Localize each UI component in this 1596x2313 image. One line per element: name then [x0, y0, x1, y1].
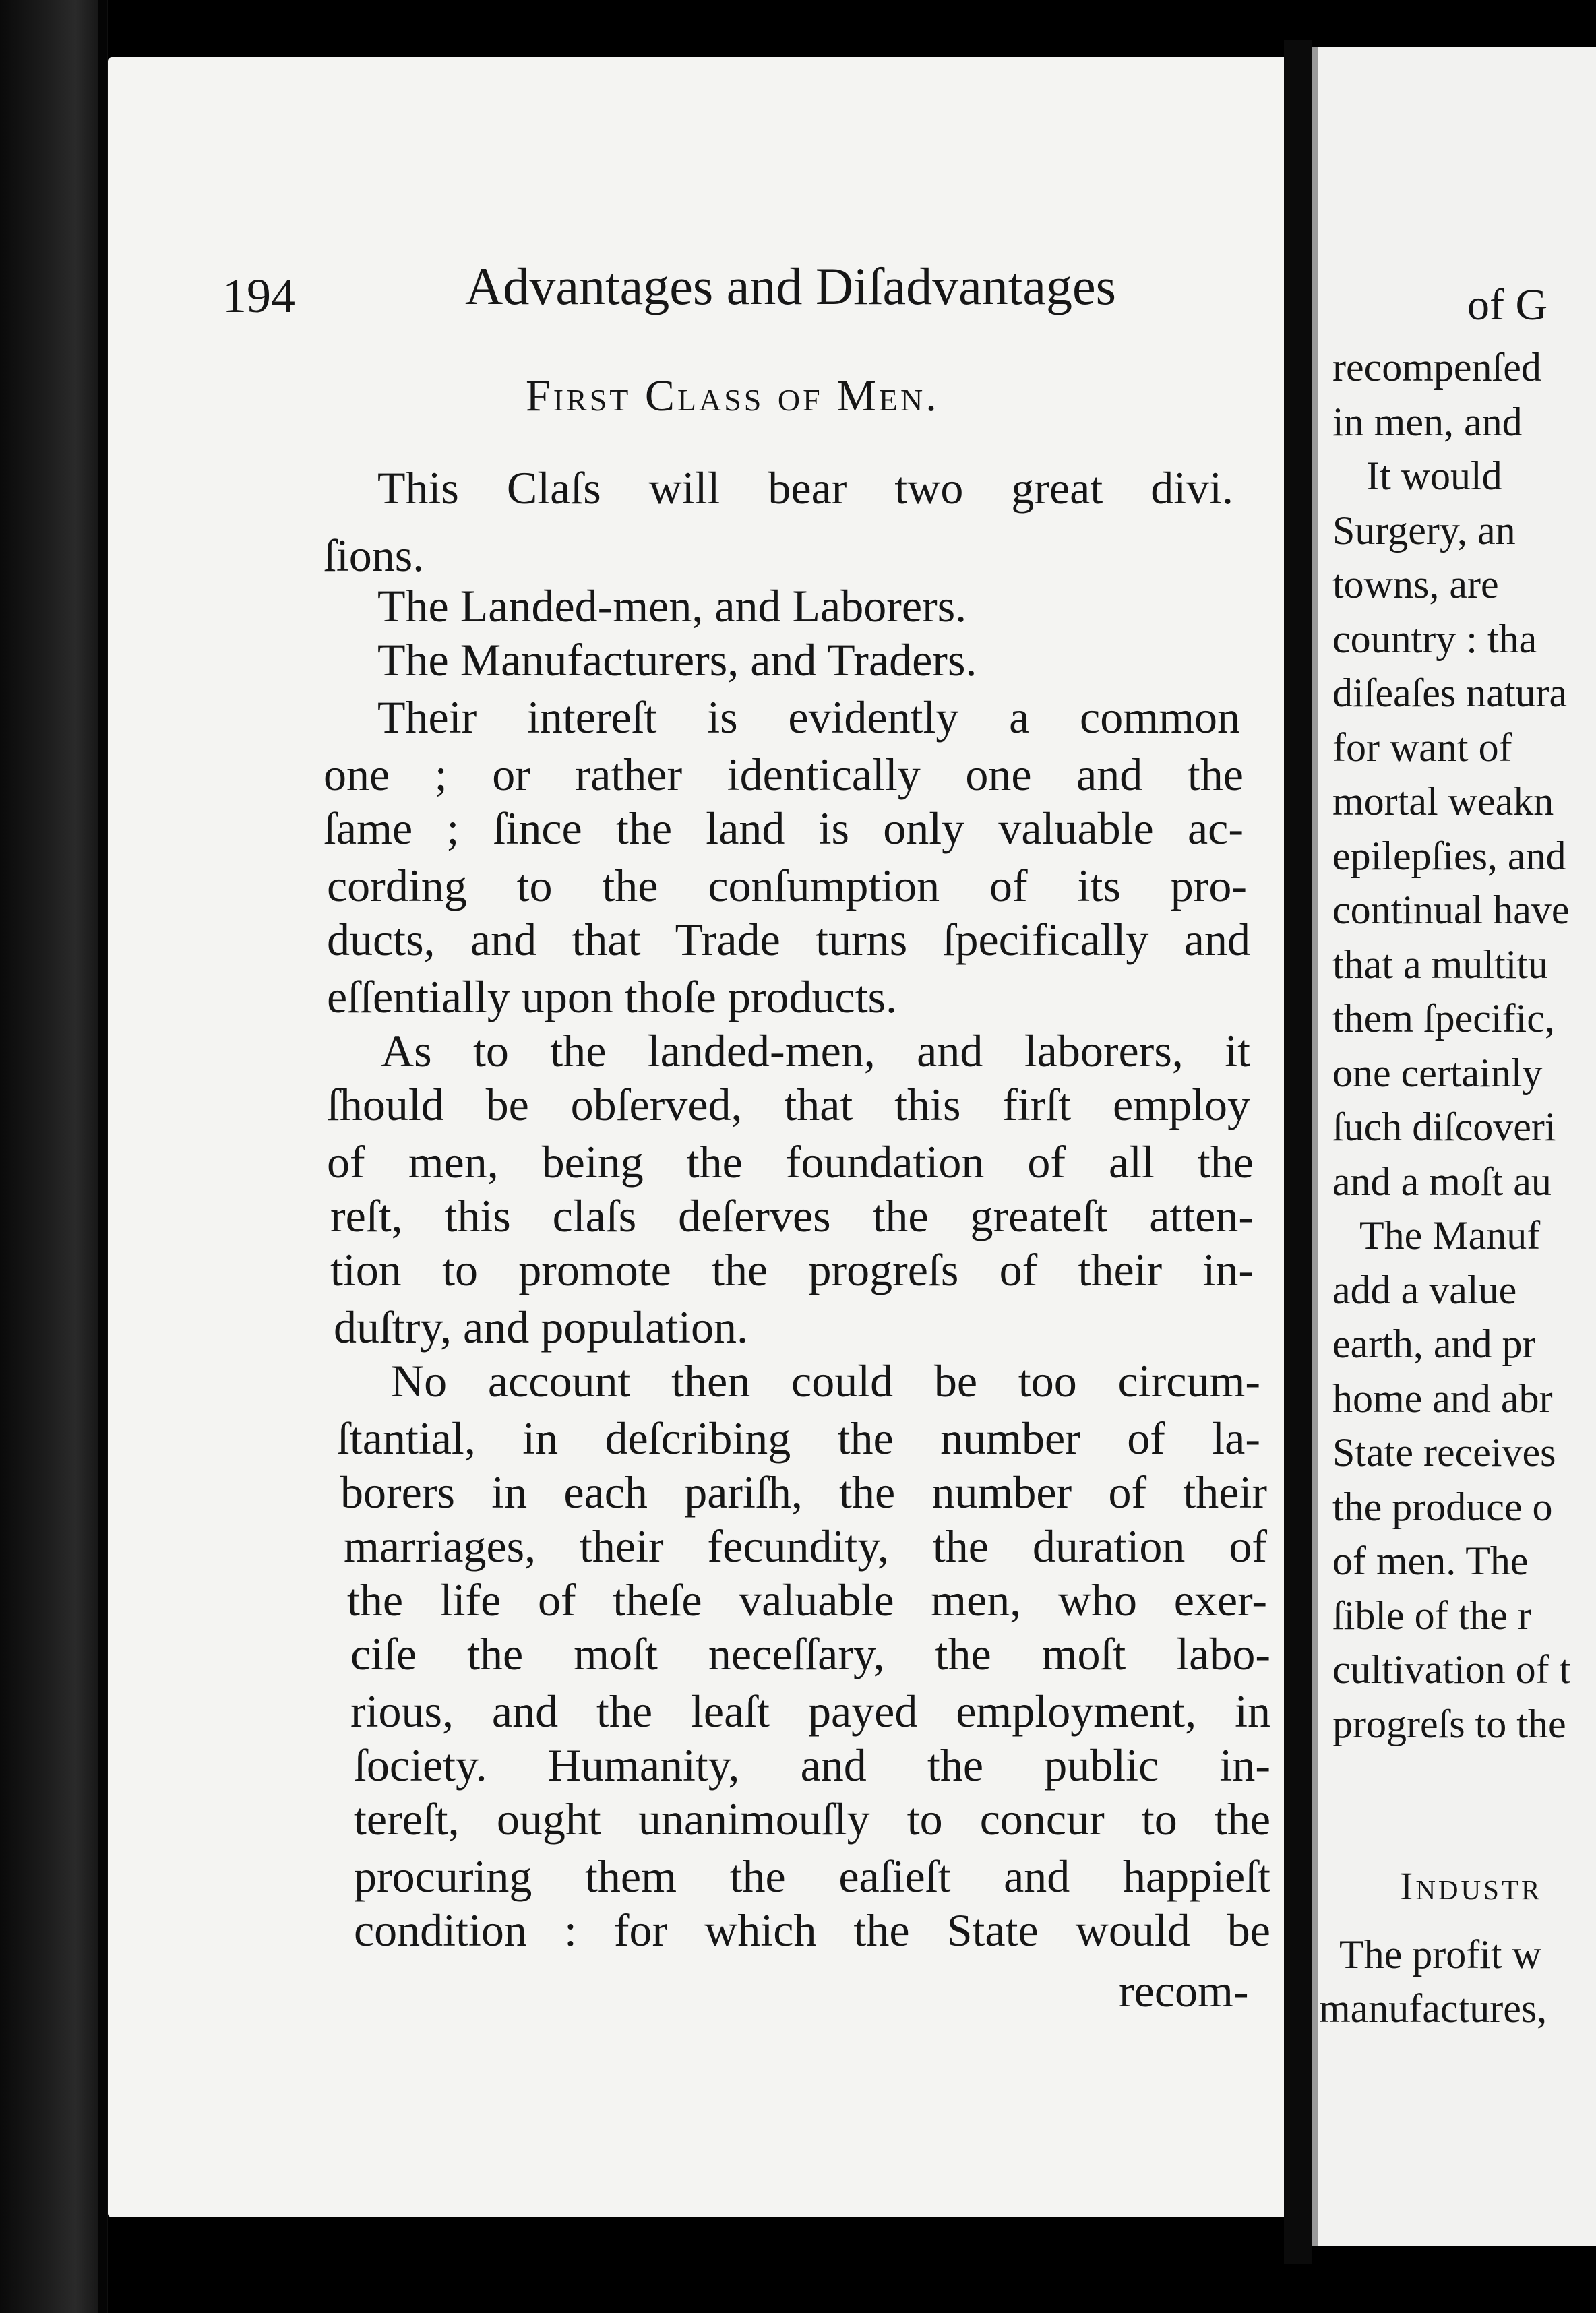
right-text-line: The profit w	[1339, 1932, 1541, 1977]
right-page	[1312, 47, 1596, 2246]
text-line: Their intereſt is evidently a common	[377, 691, 1240, 743]
text-line: This Claſs will bear two great divi.	[377, 462, 1233, 514]
page-gutter	[1284, 40, 1312, 2264]
right-text-line: them ſpecific,	[1332, 996, 1555, 1041]
text-line: procuring them the eaſieſt and happieſt	[354, 1851, 1270, 1902]
text-line: ſtantial, in deſcribing the number of la-	[337, 1413, 1260, 1464]
text-line: No account then could be too circum-	[391, 1355, 1260, 1407]
right-text-line: diſeaſes natura	[1332, 671, 1568, 715]
catchword: recom-	[1119, 1965, 1249, 2016]
text-line: condition : for which the State would be	[354, 1905, 1270, 1956]
right-text-line: one certainly	[1332, 1051, 1543, 1095]
page-number: 194	[222, 269, 295, 323]
right-text-line: towns, are	[1332, 562, 1499, 607]
binding-edge	[98, 0, 107, 2313]
right-text-line: State receives	[1332, 1430, 1556, 1475]
right-text-line: manufactures,	[1319, 1986, 1547, 2031]
text-line: of men, being the foundation of all the	[327, 1136, 1254, 1188]
text-line: rious, and the leaſt payed employment, in	[350, 1686, 1270, 1737]
text-line: marriages, their fecundity, the duration of	[344, 1520, 1267, 1572]
text-line: one ; or rather identically one and the	[324, 749, 1244, 800]
right-text-line: home and abr	[1332, 1376, 1553, 1421]
text-line: duſtry, and population.	[334, 1301, 749, 1353]
right-running-header: of G	[1467, 280, 1548, 330]
text-line: The Landed-men, and Laborers.	[377, 580, 967, 631]
section-title: First Class of Men.	[526, 371, 940, 421]
text-line: ducts, and that Trade turns ſpecifically and	[327, 914, 1250, 965]
book-binding	[0, 0, 108, 2313]
right-text-line: It would	[1366, 454, 1502, 498]
right-text-line: progreſs to the	[1332, 1702, 1566, 1746]
right-text-line: continual have	[1332, 888, 1570, 932]
right-text-line: Surgery, an	[1332, 508, 1516, 553]
text-line: eſſentially upon thoſe products.	[327, 971, 898, 1022]
right-text-line: epilepſies, and	[1332, 834, 1566, 878]
right-text-line: ſuch diſcoveri	[1332, 1105, 1556, 1149]
text-line: ſociety. Humanity, and the public in-	[354, 1739, 1270, 1791]
text-line: the life of theſe valuable men, who exer-	[347, 1574, 1267, 1626]
right-text-line: earth, and pr	[1332, 1322, 1536, 1366]
text-line: borers in each pariſh, the number of their	[340, 1467, 1267, 1518]
right-text-line: country : tha	[1332, 617, 1537, 661]
right-text-line: the produce o	[1332, 1485, 1553, 1529]
text-line: ſame ; ſince the land is only valuable ac-	[324, 803, 1244, 854]
right-text-line: cultivation of t	[1332, 1647, 1571, 1692]
right-text-line: recompenſed	[1332, 345, 1541, 390]
right-text-line: for want of	[1332, 725, 1512, 770]
right-page-edge	[1312, 47, 1318, 2246]
right-text-line: of men. The	[1332, 1539, 1529, 1583]
right-text-line: mortal weakn	[1332, 779, 1554, 824]
right-section-title: Industr	[1400, 1864, 1543, 1908]
text-line: tereſt, ought unanimouſly to concur to the	[354, 1793, 1270, 1845]
text-line: tion to promote the progreſs of their in-	[330, 1244, 1254, 1295]
text-line: cording to the conſumption of its pro-	[327, 860, 1247, 911]
right-text-line: that a multitu	[1332, 942, 1548, 987]
running-header: Advantages and Diſadvantages	[465, 257, 1117, 315]
right-text-line: ſible of the r	[1332, 1593, 1531, 1638]
text-line: reſt, this claſs deſerves the greateſt atten-	[330, 1190, 1254, 1241]
text-line: As to the landed-men, and laborers, it	[381, 1025, 1250, 1076]
text-line: ſhould be obſerved, that this firſt employ	[327, 1079, 1250, 1130]
right-text-line: and a moſt au	[1332, 1159, 1552, 1204]
right-text-line: The Manuf	[1359, 1213, 1541, 1258]
right-text-line: in men, and	[1332, 400, 1523, 444]
right-text-line: add a value	[1332, 1268, 1517, 1312]
text-line: ſions.	[324, 530, 425, 581]
text-line: ciſe the moſt neceſſary, the moſt labo-	[350, 1628, 1270, 1679]
text-line: The Manufacturers, and Traders.	[377, 634, 977, 685]
